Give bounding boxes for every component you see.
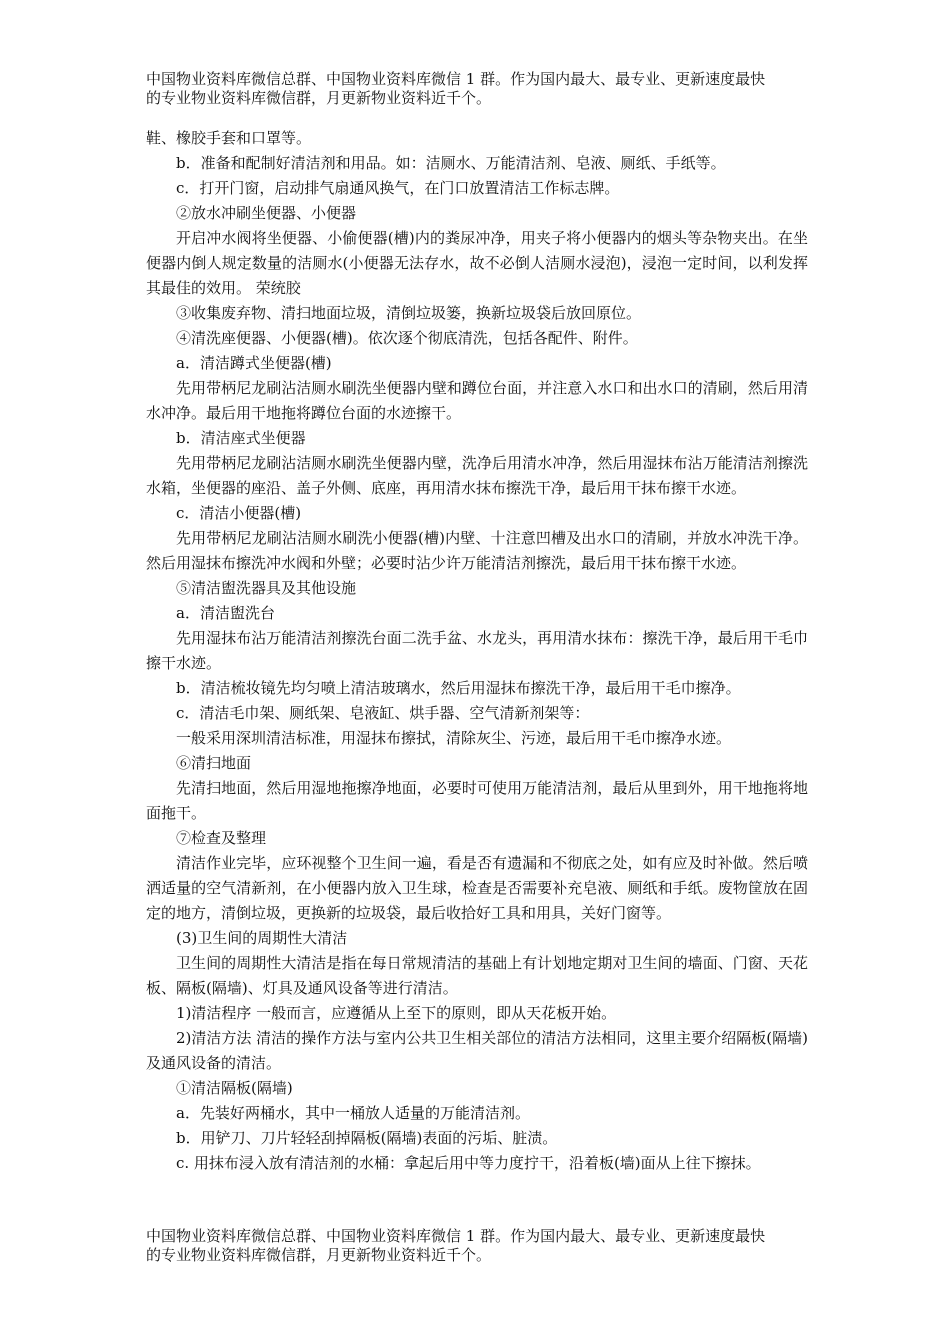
body-paragraph: c．打开门窗，启动排气扇通风换气，在门口放置清洁工作标志牌。: [176, 179, 620, 197]
body-paragraph: c．清洁毛巾架、厕纸架、皂液缸、烘手器、空气清新剂架等：: [176, 704, 590, 722]
body-paragraph: ⑥清扫地面: [176, 754, 252, 772]
body-paragraph: b．用铲刀、刀片轻轻刮掉隔板(隔墙)表面的污垢、脏渍。: [176, 1129, 558, 1147]
body-paragraph: ②放水冲刷坐便器、小便器: [176, 204, 357, 222]
footer-line-2: 的专业物业资料库微信群，月更新物业资料近千个。: [146, 1246, 492, 1264]
body-paragraph: 2)清洁方法 清洁的操作方法与室内公共卫生相关部位的清洁方法相同，这里主要介绍隔板(隔墙)及通风设备的清洁。: [146, 1029, 808, 1072]
body-paragraph: 卫生间的周期性大清洁是指在每日常规清洁的基础上有计划地定期对卫生间的墙面、门窗、天花板、隔板(隔墙)、灯具及通风设备等进行清洁。: [146, 954, 808, 997]
body-paragraph: ①清洁隔板(隔墙): [176, 1079, 293, 1097]
body-paragraph: 1)清洁程序 一般而言，应遵循从上至下的原则，即从天花板开始。: [176, 1004, 617, 1022]
body-paragraph: ⑦检查及整理: [176, 829, 267, 847]
body-paragraph: ⑤清洁盥洗器具及其他设施: [176, 579, 357, 597]
body-paragraph: 鞋、橡胶手套和口罩等。: [146, 129, 312, 147]
header-line-2: 的专业物业资料库微信群，月更新物业资料近千个。: [146, 89, 492, 107]
body-paragraph: c. 用抹布浸入放有清洁剂的水桶：拿起后用中等力度拧干，沿着板(墙)面从上往下擦抹。: [176, 1154, 761, 1172]
body-paragraph: ③收集废弃物、清扫地面垃圾，清倒垃圾篓，换新垃圾袋后放回原位。: [176, 304, 642, 322]
body-paragraph: 一般采用深圳清洁标准，用湿抹布擦拭，清除灰尘、污迹，最后用干毛巾擦净水迹。: [176, 729, 732, 747]
body-paragraph: c．清洁小便器(槽): [176, 504, 302, 522]
page-footer: [146, 1227, 808, 1265]
body-paragraph: 先用湿抹布沾万能清洁剂擦洗台面二洗手盆、水龙头，再用清水抹布：擦洗干净，最后用干毛巾擦干水迹。: [146, 629, 808, 672]
body-paragraph: 先用带柄尼龙刷沾洁厕水刷洗坐便器内壁，洗净后用清水冲净，然后用湿抹布沾万能清洁剂擦洗水箱，坐便器的座沿、盖子外侧、底座，再用清水抹布擦洗干净，最后用干抹布擦干水迹。: [146, 454, 808, 497]
document-body: [146, 126, 808, 1176]
body-paragraph: 清洁作业完毕，应环视整个卫生间一遍，看是否有遗漏和不彻底之处，如有应及时补做。然后喷洒适量的空气清新剂，在小便器内放入卫生球，检查是否需要补充皂液、厕纸和手纸。废物筐放在固定的地方，清倒垃圾，更换新的垃圾袋，最后收拾好工具和用具，关好门窗等。: [146, 854, 808, 922]
body-paragraph: (3)卫生间的周期性大清洁: [176, 929, 348, 947]
body-paragraph: ④清洗座便器、小便器(槽)。依次逐个彻底清洗，包括各配件、附件。: [176, 329, 638, 347]
body-paragraph: b．准备和配制好清洁剂和用品。如：洁厕水、万能清洁剂、皂液、厕纸、手纸等。: [176, 154, 726, 172]
body-paragraph: a．先装好两桶水，其中一桶放人适量的万能清洁剂。: [176, 1104, 530, 1122]
body-paragraph: 先清扫地面，然后用湿地拖擦净地面，必要时可使用万能清洁剂，最后从里到外，用干地拖将地面拖干。: [146, 779, 808, 822]
page-header: [146, 70, 808, 108]
body-paragraph: b．清洁梳妆镜先均匀喷上清洁玻璃水，然后用湿抹布擦洗干净，最后用干毛巾擦净。: [176, 679, 741, 697]
body-paragraph: 开启冲水阀将坐便器、小偷便器(槽)内的粪尿冲净，用夹子将小便器内的烟头等杂物夹出。在坐便器内倒人规定数量的洁厕水(小便器无法存水，故不必倒人洁厕水浸泡)，浸泡一定时间，以利发挥其最佳的效用。 荣统胶: [146, 229, 808, 297]
body-paragraph: b．清洁座式坐便器: [176, 429, 306, 447]
body-paragraph: a．清洁蹲式坐便器(槽): [176, 354, 332, 372]
header-line-1: 中国物业资料库微信总群、中国物业资料库微信 1 群。作为国内最大、最专业、更新速度最快: [146, 70, 766, 88]
body-paragraph: 先用带柄尼龙刷沾洁厕水刷洗小便器(槽)内壁、十注意凹槽及出水口的清刷，并放水冲洗干净。然后用湿抹布擦洗冲水阀和外壁；必要时沾少许万能清洁剂擦洗，最后用干抹布擦干水迹。: [146, 529, 808, 572]
footer-line-1: 中国物业资料库微信总群、中国物业资料库微信 1 群。作为国内最大、最专业、更新速度最快: [146, 1227, 766, 1245]
body-paragraph: 先用带柄尼龙刷沾洁厕水刷洗坐便器内壁和蹲位台面，并注意入水口和出水口的清刷，然后用清水冲净。最后用干地拖将蹲位台面的水迹擦干。: [146, 379, 808, 422]
body-paragraph: a．清洁盥洗台: [176, 604, 275, 622]
